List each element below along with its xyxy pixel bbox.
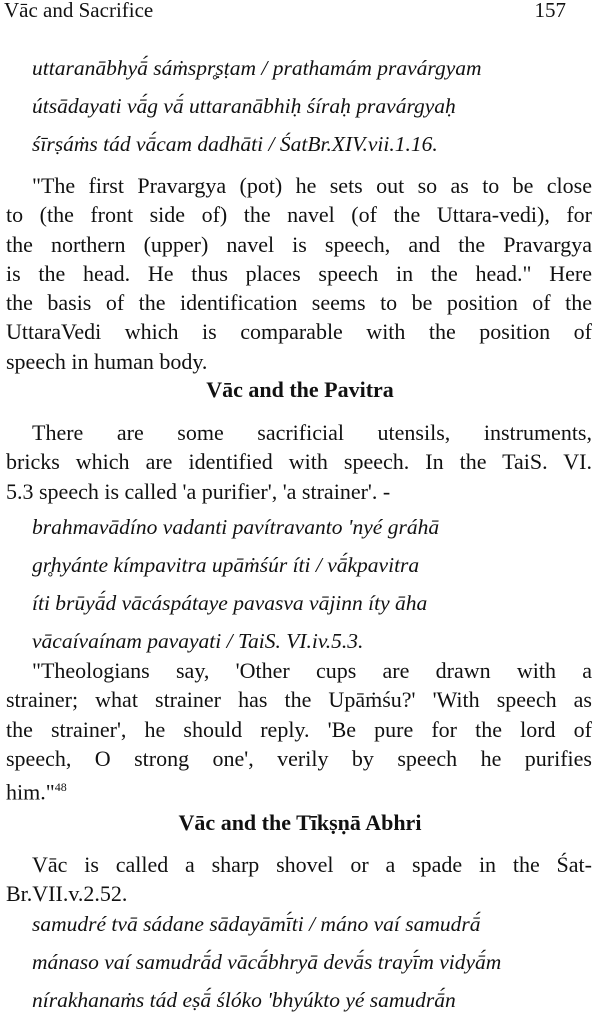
verse-sanskrit-1 xyxy=(32,49,592,163)
paragraph-vac-shovel xyxy=(6,850,592,909)
verse-line: brahmavādíno vadanti pavítravanto 'nyé gráhā xyxy=(32,515,440,539)
text-line: to (the front side of) the navel (of the Uttara-vedi), for xyxy=(6,202,592,228)
text-line: bricks which are identified with speech. In the TaiS. VI. xyxy=(6,449,592,475)
verse-line: mánaso vaí samudrā́d vācā́bhryā devā́s trayī́m vidyā́m xyxy=(32,950,502,974)
verse-line: uttaranābhyā́ sáṁspr̥ṣṭam / prathamám pravárgyam xyxy=(32,56,482,80)
verse-line: nírakhanaṁs tád eṣā́ ślóko 'bhyúkto yé samudrā́n xyxy=(32,988,456,1012)
text-fragment: him." xyxy=(6,779,55,805)
page-number: 157 xyxy=(534,0,566,22)
text-line: Vāc is called a sharp shovel or a spade in the Śat- xyxy=(32,852,592,877)
verse-line: samudré tvā sádane sādayāmī́ti / máno vaí samudrā́ xyxy=(32,912,481,936)
verse-line: íti brūyā́d vācáspátaye pavasva vājinn íty āha xyxy=(32,591,428,615)
text-line: UttaraVedi which is comparable with the position of xyxy=(6,319,592,345)
text-line: "Theologians say, 'Other cups are drawn with a xyxy=(32,658,592,683)
paragraph-pravargya xyxy=(6,171,592,376)
text-line: There are some sacrificial utensils, instruments, xyxy=(32,420,592,445)
verse-sanskrit-2 xyxy=(32,508,592,660)
section-heading-tiksna-abhri: Vāc and the Tīkṣṇā Abhri xyxy=(178,810,422,835)
section-heading-pavitra: Vāc and the Pavitra xyxy=(206,377,394,402)
text-line: Br.VII.v.2.52. xyxy=(6,881,128,907)
text-line: "The first Pravargya (pot) he sets out so as to be close xyxy=(32,173,592,198)
running-title: Vāc and Sacrifice xyxy=(4,0,154,22)
verse-line: gr̥hyánte kímpavitra upāṁśúr íti / vā́kpavitra xyxy=(32,553,420,577)
paragraph-theologians xyxy=(6,656,592,807)
page-header xyxy=(4,0,594,28)
text-line: the basis of the identification seems to be position of the xyxy=(6,290,592,316)
text-line: is the head. He thus places speech in the head." Here xyxy=(6,260,592,286)
text-line: 5.3 speech is called 'a purifier', 'a strainer'. - xyxy=(6,478,391,504)
text-line: speech, O strong one', verily by speech he purifies xyxy=(6,745,592,771)
verse-line: útsādayati vā́g vā́ uttaranābhiḥ śíraḥ pravárgyaḥ xyxy=(32,94,456,118)
paragraph-utensils xyxy=(6,418,592,506)
text-line: speech in human body. xyxy=(6,348,208,374)
verse-line: śīrṣáṁs tád vā́cam dadhāti / ŚatBr.XIV.vii.1.16. xyxy=(32,132,438,156)
text-line: strainer; what strainer has the Upāṁśu?' 'With speech as xyxy=(6,687,592,713)
footnote-marker: 48 xyxy=(54,780,67,795)
text-line: the strainer', he should reply. 'Be pure for the lord of xyxy=(6,716,592,742)
text-line: the northern (upper) navel is speech, and the Pravargya xyxy=(6,231,592,257)
text-line xyxy=(6,773,592,807)
verse-line: vācaívaínam pavayati / TaiS. VI.iv.5.3. xyxy=(32,629,364,653)
verse-sanskrit-3 xyxy=(32,905,592,1019)
